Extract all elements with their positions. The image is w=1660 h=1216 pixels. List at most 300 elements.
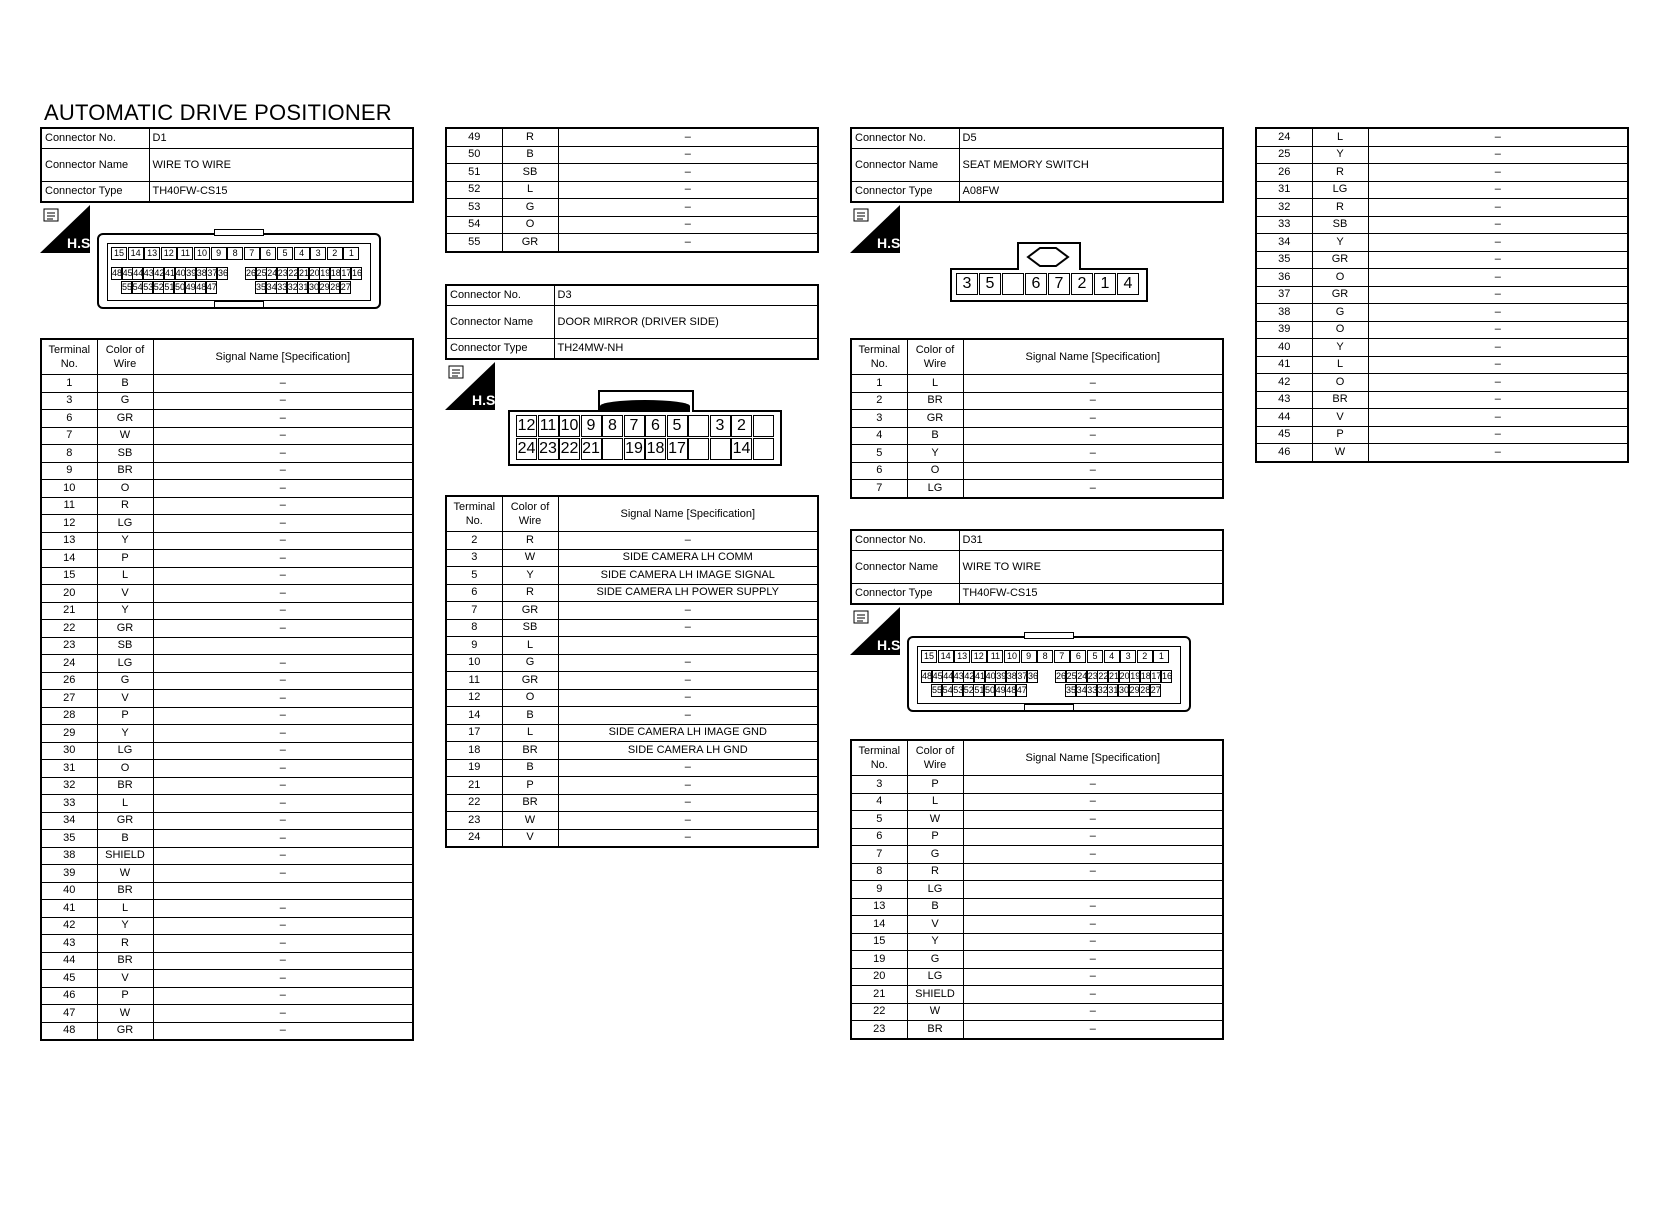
terminal-no-cell: 4: [851, 427, 907, 445]
table-row: [41, 882, 413, 900]
wire-color-cell: LG: [907, 968, 963, 986]
connector-pin: 15: [111, 247, 127, 260]
connector-pin: 22: [288, 268, 299, 278]
table-row: [41, 865, 413, 883]
connector-pin: 6: [645, 415, 666, 437]
signal-name-cell: –: [963, 846, 1223, 864]
connector-pin: 19: [624, 438, 645, 460]
table-row: [851, 986, 1223, 1004]
table-row: [851, 968, 1223, 986]
terminal-no-cell: 50: [446, 146, 502, 164]
connector-pin: [1002, 273, 1024, 295]
table-row: [41, 987, 413, 1005]
signal-name-cell: –: [558, 759, 818, 777]
table-row: [41, 935, 413, 953]
page-title: AUTOMATIC DRIVE POSITIONER: [44, 100, 392, 125]
table-row: [41, 777, 413, 795]
signal-name-cell: –: [153, 672, 413, 690]
connector-pin: 36: [1028, 671, 1039, 681]
signal-name-cell: –: [558, 602, 818, 620]
connector-pin: 26: [1056, 671, 1067, 681]
signal-name-cell: –: [963, 916, 1223, 934]
signal-name-cell: –: [153, 445, 413, 463]
connector-pin: 48: [922, 671, 933, 681]
wire-color-cell: SB: [97, 445, 153, 463]
wire-color-cell: GR: [907, 410, 963, 428]
d31-terminal-table-continued: [1255, 127, 1629, 463]
wire-color-cell: O: [502, 689, 558, 707]
signal-name-cell: –: [153, 392, 413, 410]
connector-pin: 28: [1140, 685, 1151, 695]
terminal-no-cell: 29: [41, 725, 97, 743]
terminal-no-cell: 6: [851, 462, 907, 480]
connector-name-value: WIRE TO WIRE: [959, 551, 1223, 584]
connector-pin: 25: [256, 268, 267, 278]
connector-name-label: Connector Name: [851, 149, 959, 182]
terminal-no-cell: 7: [851, 846, 907, 864]
connector-pin: 7: [1048, 273, 1070, 295]
wire-color-cell: W: [1312, 444, 1368, 462]
connector-type-label: Connector Type: [446, 339, 554, 360]
table-row: [1256, 391, 1628, 409]
table-row: [446, 742, 818, 760]
connector-pin: 3: [956, 273, 978, 295]
connector-pin: 6: [260, 247, 276, 260]
table-row: [851, 410, 1223, 428]
table-row: [41, 725, 413, 743]
terminal-no-cell: 5: [851, 811, 907, 829]
connector-pin: 11: [987, 650, 1003, 663]
signal-name-cell: [558, 637, 818, 655]
table-row: [1256, 146, 1628, 164]
terminal-no-cell: 37: [1256, 286, 1312, 304]
signal-name-cell: –: [153, 480, 413, 498]
terminal-no-cell: 19: [851, 951, 907, 969]
table-row: [446, 654, 818, 672]
table-row: [851, 863, 1223, 881]
connector-pin: 2: [327, 247, 343, 260]
table-row: [1256, 251, 1628, 269]
signal-name-cell: –: [963, 951, 1223, 969]
terminal-no-cell: 10: [446, 654, 502, 672]
d1-info-table: [40, 127, 414, 203]
wire-color-cell: LG: [907, 480, 963, 498]
table-row: [41, 742, 413, 760]
connector-pin: 10: [559, 415, 580, 437]
table-row: [1256, 426, 1628, 444]
table-row: [41, 480, 413, 498]
wire-color-cell: GR: [97, 410, 153, 428]
connector-pin: [753, 438, 774, 460]
hs-icon: [850, 607, 905, 655]
table-row: [851, 828, 1223, 846]
connector-pin: 48: [112, 268, 123, 278]
table-row: [446, 164, 818, 182]
d5-key-diamond: [1024, 246, 1072, 268]
signal-name-cell: –: [558, 794, 818, 812]
wire-color-cell: V: [97, 690, 153, 708]
wire-color-cell: O: [1312, 321, 1368, 339]
signal-name-cell: –: [1368, 234, 1628, 252]
signal-name-cell: –: [558, 216, 818, 234]
wire-color-cell: G: [907, 951, 963, 969]
connector-pin: 53: [953, 685, 964, 695]
wire-color-cell: B: [907, 898, 963, 916]
signal-name-cell: –: [558, 689, 818, 707]
connector-type-value: TH40FW-CS15: [959, 584, 1223, 605]
color-of-wire-header: Color of Wire: [97, 339, 153, 375]
table-row: [41, 900, 413, 918]
wire-color-cell: Y: [1312, 339, 1368, 357]
terminal-no-cell: 33: [41, 795, 97, 813]
terminal-no-cell: 32: [1256, 199, 1312, 217]
wire-color-cell: Y: [502, 567, 558, 585]
terminal-no-cell: 24: [1256, 128, 1312, 146]
connector-no-label: Connector No.: [41, 128, 149, 149]
table-row: [1256, 444, 1628, 462]
wire-color-cell: G: [907, 846, 963, 864]
terminal-no-cell: 22: [446, 794, 502, 812]
wire-color-cell: SB: [502, 619, 558, 637]
color-of-wire-header: Color of Wire: [907, 740, 963, 776]
terminal-no-cell: 26: [1256, 164, 1312, 182]
connector-pin: 42: [964, 671, 975, 681]
terminal-no-cell: 35: [41, 830, 97, 848]
signal-name-cell: –: [963, 410, 1223, 428]
wire-color-cell: V: [907, 916, 963, 934]
connector-pin: 4: [1117, 273, 1139, 295]
connector-pin: 53: [143, 282, 154, 292]
d5-info-table: [850, 127, 1224, 203]
table-row: [851, 427, 1223, 445]
terminal-no-cell: 52: [446, 181, 502, 199]
signal-name-cell: [963, 881, 1223, 899]
connector-pin: 52: [963, 685, 974, 695]
table-row: [446, 759, 818, 777]
signal-name-cell: –: [1368, 164, 1628, 182]
connector-pin: 41: [975, 671, 986, 681]
table-row: [41, 620, 413, 638]
terminal-no-cell: 11: [41, 497, 97, 515]
connector-pin: 30: [309, 282, 320, 292]
wire-color-cell: B: [907, 427, 963, 445]
wire-color-cell: LG: [97, 515, 153, 533]
connector-pin: 24: [267, 268, 278, 278]
wire-color-cell: O: [502, 216, 558, 234]
connector-pin: 23: [1087, 671, 1098, 681]
connector-pin: 1: [1153, 650, 1169, 663]
signal-name-cell: –: [963, 986, 1223, 1004]
terminal-no-cell: 22: [41, 620, 97, 638]
wire-color-cell: BR: [97, 952, 153, 970]
signal-name-cell: –: [153, 830, 413, 848]
wire-color-cell: BR: [907, 392, 963, 410]
terminal-no-cell: 24: [41, 655, 97, 673]
wire-color-cell: LG: [97, 742, 153, 760]
d1-connector-diagram: [97, 233, 381, 309]
connector-pin: 20: [309, 268, 320, 278]
terminal-no-header: Terminal No.: [41, 339, 97, 375]
hs-icon: [40, 205, 95, 253]
wire-color-cell: BR: [97, 882, 153, 900]
connector-pin: 39: [186, 268, 197, 278]
terminal-no-cell: 8: [41, 445, 97, 463]
signal-name-cell: –: [153, 462, 413, 480]
connector-pin: 48: [196, 282, 207, 292]
wire-color-cell: Y: [97, 532, 153, 550]
connector-pin: [602, 438, 623, 460]
table-row: [446, 812, 818, 830]
signal-name-cell: –: [153, 707, 413, 725]
terminal-no-cell: 14: [446, 707, 502, 725]
connector-pin: 17: [667, 438, 688, 460]
terminal-no-cell: 34: [1256, 234, 1312, 252]
wire-color-cell: B: [97, 830, 153, 848]
connector-pin: 17: [341, 268, 352, 278]
wire-color-cell: R: [97, 497, 153, 515]
wire-color-cell: B: [502, 707, 558, 725]
connector-pin: 45: [932, 671, 943, 681]
signal-name-cell: –: [153, 725, 413, 743]
wire-color-cell: G: [97, 672, 153, 690]
connector-pin: 8: [1037, 650, 1053, 663]
wire-color-cell: L: [1312, 356, 1368, 374]
signal-name-cell: –: [153, 585, 413, 603]
terminal-no-cell: 3: [446, 549, 502, 567]
table-row: [446, 584, 818, 602]
wire-color-cell: O: [1312, 374, 1368, 392]
wire-color-cell: G: [97, 392, 153, 410]
terminal-no-cell: 32: [41, 777, 97, 795]
terminal-no-cell: 23: [446, 812, 502, 830]
connector-pin: 6: [1025, 273, 1047, 295]
connector-pin: 22: [559, 438, 580, 460]
signal-name-cell: –: [558, 532, 818, 550]
terminal-no-cell: 54: [446, 216, 502, 234]
connector-pin: 14: [731, 438, 752, 460]
terminal-no-cell: 27: [41, 690, 97, 708]
connector-pin: 2: [1137, 650, 1153, 663]
d1-terminal-table: [40, 338, 414, 1041]
terminal-no-cell: 3: [41, 392, 97, 410]
connector-pin: 42: [154, 268, 165, 278]
terminal-no-cell: 17: [446, 724, 502, 742]
connector-pin: 12: [516, 415, 537, 437]
wire-color-cell: Y: [1312, 234, 1368, 252]
connector-name-label: Connector Name: [41, 149, 149, 182]
connector-pin: 5: [667, 415, 688, 437]
table-row: [851, 1003, 1223, 1021]
table-row: [446, 532, 818, 550]
wire-color-cell: G: [1312, 304, 1368, 322]
signal-name-cell: –: [1368, 339, 1628, 357]
terminal-no-header: Terminal No.: [851, 740, 907, 776]
table-row: [41, 1022, 413, 1040]
table-row: [41, 707, 413, 725]
signal-name-cell: –: [153, 655, 413, 673]
wire-color-cell: LG: [907, 881, 963, 899]
terminal-no-cell: 3: [851, 410, 907, 428]
connector-pin: 18: [330, 268, 341, 278]
signal-name-cell: –: [153, 375, 413, 393]
connector-pin: 39: [996, 671, 1007, 681]
connector-name-label: Connector Name: [851, 551, 959, 584]
terminal-no-cell: 9: [446, 637, 502, 655]
wire-color-cell: GR: [1312, 251, 1368, 269]
signal-name-cell: –: [1368, 356, 1628, 374]
signal-name-cell: –: [963, 445, 1223, 463]
table-row: [1256, 164, 1628, 182]
signal-name-cell: SIDE CAMERA LH IMAGE SIGNAL: [558, 567, 818, 585]
connector-type-label: Connector Type: [41, 182, 149, 203]
signal-name-cell: –: [1368, 269, 1628, 287]
wire-color-cell: SB: [97, 637, 153, 655]
signal-name-cell: –: [153, 742, 413, 760]
table-row: [851, 933, 1223, 951]
wire-color-cell: SHIELD: [97, 847, 153, 865]
connector-pin: 34: [266, 282, 277, 292]
wire-color-cell: GR: [1312, 286, 1368, 304]
signal-name-cell: –: [558, 812, 818, 830]
connector-pin: 4: [294, 247, 310, 260]
wire-color-cell: Y: [97, 725, 153, 743]
connector-type-value: A08FW: [959, 182, 1223, 203]
table-row: [851, 392, 1223, 410]
terminal-no-cell: 21: [446, 777, 502, 795]
signal-name-header: Signal Name [Specification]: [963, 339, 1223, 375]
connector-pin: 33: [1087, 685, 1098, 695]
connector-pin: 45: [122, 268, 133, 278]
connector-pin: 43: [143, 268, 154, 278]
hs-icon: [850, 205, 905, 253]
connector-pin: 21: [1109, 671, 1120, 681]
color-of-wire-header: Color of Wire: [502, 496, 558, 532]
wire-color-cell: BR: [502, 742, 558, 760]
wire-color-cell: W: [97, 1005, 153, 1023]
connector-pin: 29: [1129, 685, 1140, 695]
terminal-no-cell: 45: [41, 970, 97, 988]
wire-color-cell: BR: [502, 794, 558, 812]
color-of-wire-header: Color of Wire: [907, 339, 963, 375]
terminal-no-cell: 36: [1256, 269, 1312, 287]
wire-color-cell: V: [97, 970, 153, 988]
table-row: [41, 602, 413, 620]
table-row: [851, 951, 1223, 969]
connector-pin: 11: [177, 247, 193, 260]
signal-name-cell: –: [153, 550, 413, 568]
table-row: [446, 567, 818, 585]
wire-color-cell: Y: [1312, 146, 1368, 164]
connector-type-label: Connector Type: [851, 584, 959, 605]
terminal-no-cell: 31: [41, 760, 97, 778]
table-row: [446, 216, 818, 234]
connector-pin: 51: [974, 685, 985, 695]
signal-name-header: Signal Name [Specification]: [558, 496, 818, 532]
connector-pin: 44: [943, 671, 954, 681]
table-row: [1256, 269, 1628, 287]
signal-name-cell: –: [1368, 146, 1628, 164]
table-row: [41, 760, 413, 778]
signal-name-cell: –: [558, 654, 818, 672]
connector-pin: 36: [218, 268, 229, 278]
connector-pin: 50: [175, 282, 186, 292]
table-row: [41, 410, 413, 428]
wire-color-cell: SB: [1312, 216, 1368, 234]
table-row: [851, 881, 1223, 899]
svg-text:H.S.: H.S.: [67, 235, 95, 251]
wire-color-cell: SHIELD: [907, 986, 963, 1004]
terminal-no-cell: 48: [41, 1022, 97, 1040]
signal-name-cell: –: [153, 515, 413, 533]
wire-color-cell: LG: [97, 655, 153, 673]
wire-color-cell: B: [502, 759, 558, 777]
table-row: [446, 637, 818, 655]
terminal-no-cell: 7: [446, 602, 502, 620]
connector-pin: 13: [954, 650, 970, 663]
table-row: [41, 795, 413, 813]
signal-name-cell: –: [153, 620, 413, 638]
wire-color-cell: R: [97, 935, 153, 953]
connector-pin: 11: [538, 415, 559, 437]
connector-pin: 47: [1016, 685, 1027, 695]
connector-no-value: D5: [959, 128, 1223, 149]
terminal-no-cell: 51: [446, 164, 502, 182]
table-row: [1256, 374, 1628, 392]
terminal-no-cell: 46: [41, 987, 97, 1005]
terminal-no-cell: 44: [41, 952, 97, 970]
wire-color-cell: V: [97, 585, 153, 603]
connector-no-label: Connector No.: [851, 128, 959, 149]
wire-color-cell: GR: [97, 620, 153, 638]
signal-name-cell: –: [558, 234, 818, 252]
terminal-no-cell: 10: [41, 480, 97, 498]
connector-pin: 5: [277, 247, 293, 260]
wire-color-cell: G: [502, 654, 558, 672]
terminal-no-cell: 47: [41, 1005, 97, 1023]
wire-color-cell: O: [1312, 269, 1368, 287]
table-row: [41, 690, 413, 708]
connector-pin: 47: [206, 282, 217, 292]
signal-name-cell: –: [963, 863, 1223, 881]
signal-name-cell: –: [153, 497, 413, 515]
signal-name-cell: [153, 882, 413, 900]
signal-name-cell: –: [153, 812, 413, 830]
connector-pin: 27: [340, 282, 351, 292]
connector-type-value: TH24MW-NH: [554, 339, 818, 360]
hs-icon: [445, 362, 500, 410]
connector-pin: 5: [1087, 650, 1103, 663]
terminal-no-cell: 34: [41, 812, 97, 830]
wire-color-cell: W: [502, 549, 558, 567]
wire-color-cell: W: [97, 427, 153, 445]
signal-name-cell: –: [963, 427, 1223, 445]
wire-color-cell: GR: [97, 812, 153, 830]
connector-pin: 6: [1070, 650, 1086, 663]
signal-name-cell: –: [963, 776, 1223, 794]
signal-name-cell: –: [153, 410, 413, 428]
connector-type-label: Connector Type: [851, 182, 959, 203]
terminal-no-cell: 23: [851, 1021, 907, 1039]
table-row: [41, 830, 413, 848]
table-row: [1256, 234, 1628, 252]
terminal-no-cell: 26: [41, 672, 97, 690]
terminal-no-cell: 49: [446, 128, 502, 146]
connector-pin: 51: [164, 282, 175, 292]
d3-terminal-table: [445, 495, 819, 848]
connector-pin: 28: [330, 282, 341, 292]
signal-name-cell: –: [1368, 426, 1628, 444]
signal-name-cell: –: [558, 707, 818, 725]
